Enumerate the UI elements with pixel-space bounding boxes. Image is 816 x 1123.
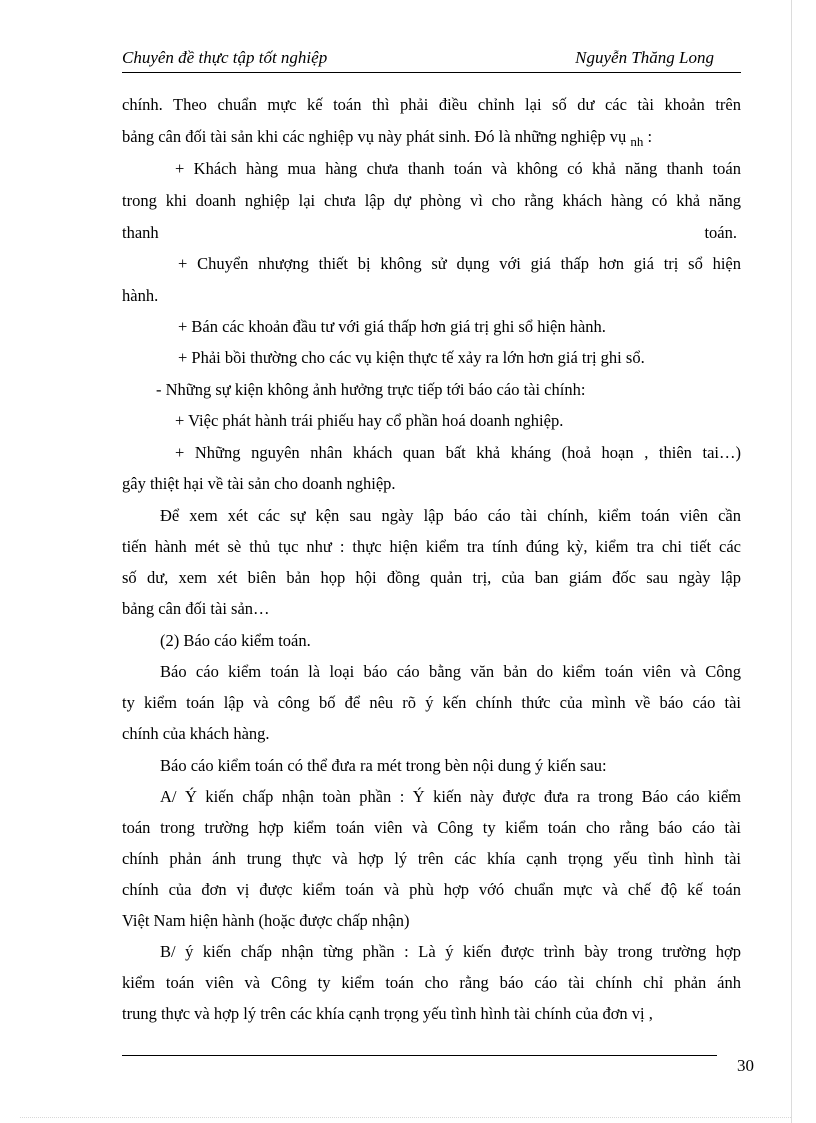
text-line: chính của đơn vị được kiểm toán và phù hợp vớó chuẩn mực và chế độ kế toán [122, 880, 741, 899]
header-divider [122, 72, 741, 73]
section-heading: (2) Báo cáo kiểm toán. [160, 631, 311, 650]
page-number: 30 [737, 1056, 754, 1075]
page-bottom-border [20, 1117, 791, 1118]
text-line: chính. Theo chuẩn mực kế toán thì phải điều chỉnh lại số dư các tài khoản trên [122, 95, 741, 114]
text-line: trong khi doanh nghiệp lại chưa lập dự phòng vì cho rằng khách hàng có khả năng [122, 191, 741, 210]
text-line [122, 125, 741, 149]
footer-divider [122, 1055, 717, 1056]
text-line: kiểm toán viên và Công ty kiểm toán cho rằng báo cáo tài chính chỉ phản ánh [122, 973, 741, 992]
text-line: A/ Ý kiến chấp nhận toàn phần : Ý kiến này được đưa ra trong Báo cáo kiểm [160, 787, 741, 806]
text-line: trung thực và hợp lý trên các khía cạnh trọng yếu tình hình tài chính của đơn vị , [122, 1004, 653, 1023]
text-line: ty kiểm toán lập và công bố để nêu rõ ý kến chính thức của mình về báo cáo tài [122, 693, 741, 712]
text-span: toán. [704, 223, 737, 242]
page-edge [791, 0, 792, 1123]
text-line [122, 221, 741, 245]
text-span: bảng cân đối tài sản khi các nghiệp vụ này phát sinh. Đó là những nghiệp vụ [122, 127, 631, 146]
text-line: B/ ý kiến chấp nhận từng phần : Là ý kiến được trình bày trong trường hợp [160, 942, 741, 961]
header-title: Chuyên đề thực tập tốt nghiệp [122, 48, 328, 67]
text-line: + Bán các khoản đầu tư với giá thấp hơn giá trị ghi sổ hiện hành. [178, 317, 606, 336]
text-span: thanh [122, 223, 159, 242]
text-line: toán trong trường hợp kiểm toán viên và Công ty kiểm toán cho rằng báo cáo tài [122, 818, 741, 837]
text-line: Việt Nam hiện hành (hoặc được chấp nhận) [122, 911, 410, 930]
text-line: Báo cáo kiểm toán là loại báo cáo bằng văn bản do kiểm toán viên và Công [160, 662, 741, 681]
header-author: Nguyễn Thăng Long [575, 48, 714, 67]
text-line: + Phải bồi thường cho các vụ kiện thực tế xảy ra lớn hơn giá trị ghi sổ. [178, 348, 645, 367]
text-line: bảng cân đối tài sản… [122, 599, 270, 618]
text-line: tiến hành mét sè thủ tục như : thực hiện kiểm tra tính đúng kỳ, kiểm tra chi tiết các [122, 537, 741, 556]
text-line: chính của khách hàng. [122, 724, 270, 743]
page-header [122, 48, 741, 74]
text-span: : [643, 127, 653, 146]
text-line: + Việc phát hành trái phiếu hay cổ phần hoá doanh nghiệp. [175, 411, 564, 430]
text-line: + Khách hàng mua hàng chưa thanh toán và không có khả năng thanh toán [175, 159, 741, 178]
text-line: + Những nguyên nhân khách quan bất khả kháng (hoả hoạn , thiên tai…) [175, 443, 741, 462]
text-line: gây thiệt hại về tài sản cho doanh nghiệp. [122, 474, 396, 493]
text-line: hành. [122, 286, 159, 305]
text-line: Báo cáo kiểm toán có thể đưa ra mét trong bèn nội dung ý kiến sau: [160, 756, 607, 775]
text-line: + Chuyển nhượng thiết bị không sử dụng với giá thấp hơn giá trị sổ hiện [178, 254, 741, 273]
text-fragment: nh [630, 134, 644, 149]
text-line: số dư, xem xét biên bản họp hội đồng quản trị, của ban giám đốc sau ngày lập [122, 568, 741, 587]
text-line: Để xem xét các sự kện sau ngày lập báo cáo tài chính, kiểm toán viên cần [160, 506, 741, 525]
text-line: chính phản ánh trung thực và hợp lý trên các khía cạnh trọng yếu tình hình tài [122, 849, 741, 868]
text-line: - Những sự kiện không ảnh hưởng trực tiếp tới báo cáo tài chính: [156, 380, 586, 399]
